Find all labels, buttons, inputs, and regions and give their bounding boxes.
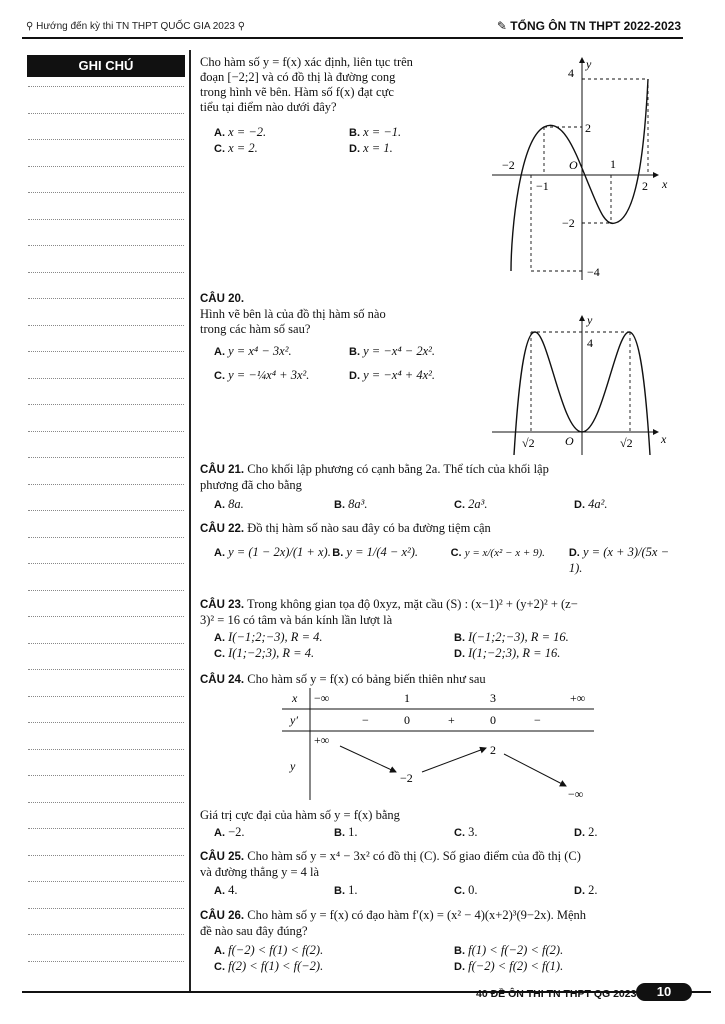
question-19 bbox=[200, 55, 413, 115]
sidebar-divider bbox=[189, 50, 191, 992]
header-right bbox=[497, 19, 681, 33]
q20-y-label: y bbox=[587, 313, 593, 327]
option-d[interactable]: D. x = 1. bbox=[349, 141, 393, 155]
table-y-val: −2 bbox=[400, 771, 413, 785]
option-c[interactable]: C. x = 2. bbox=[214, 141, 258, 155]
q26-line: Cho hàm số y = f(x) có đạo hàm f′(x) = (x² − 4)(x+2)³(9−2x). Mệnh bbox=[247, 908, 587, 922]
note-line bbox=[28, 749, 184, 750]
header-left bbox=[26, 21, 245, 32]
note-line bbox=[28, 616, 184, 617]
q19-options bbox=[214, 125, 454, 157]
option-c[interactable]: C. 3. bbox=[454, 825, 478, 839]
table-x-val: −∞ bbox=[314, 691, 330, 705]
page-number: 10 bbox=[636, 983, 692, 1001]
location-pin-icon: ⚲ bbox=[26, 21, 34, 32]
question-26 bbox=[200, 908, 688, 939]
note-line bbox=[28, 457, 184, 458]
option-d[interactable]: D. f(−2) < f(2) < f(1). bbox=[454, 959, 564, 973]
q19-graph bbox=[490, 50, 680, 285]
note-line bbox=[28, 272, 184, 273]
table-y-val: +∞ bbox=[314, 733, 330, 747]
note-line bbox=[28, 537, 184, 538]
header-right-text: TỔNG ÔN TN THPT 2022-2023 bbox=[510, 19, 681, 33]
q26-line: đề nào sau đây đúng? bbox=[200, 924, 308, 938]
note-line bbox=[28, 696, 184, 697]
option-c[interactable]: C. y = −¼x⁴ + 3x². bbox=[214, 368, 310, 382]
note-line bbox=[28, 934, 184, 935]
note-line bbox=[28, 166, 184, 167]
option-d[interactable]: D. y = −x⁴ + 4x². bbox=[349, 368, 436, 382]
note-line bbox=[28, 192, 184, 193]
note-line bbox=[28, 802, 184, 803]
q23-line: 3)² = 16 có tâm và bán kính lần lượt là bbox=[200, 613, 393, 627]
header-left-text: Hướng đến kỳ thi TN THPT QUỐC GIA 2023 bbox=[36, 21, 235, 32]
option-b[interactable]: B. y = −x⁴ − 2x². bbox=[349, 344, 436, 358]
q19-tick-yneg2: −2 bbox=[562, 216, 575, 230]
note-line bbox=[28, 590, 184, 591]
q20-tick-y4: 4 bbox=[587, 336, 593, 350]
table-y-val: 2 bbox=[490, 743, 496, 757]
note-line bbox=[28, 563, 184, 564]
q19-tick-y4: 4 bbox=[568, 66, 574, 80]
q19-origin: O bbox=[569, 158, 578, 172]
note-line bbox=[28, 325, 184, 326]
q20-graph bbox=[490, 310, 680, 460]
footer-title: 40 ĐỀ ÔN THI TN THPT QG 2023 bbox=[476, 988, 637, 1000]
note-line bbox=[28, 245, 184, 246]
q21-options bbox=[214, 497, 684, 513]
note-line bbox=[28, 643, 184, 644]
option-a[interactable]: A. y = x⁴ − 3x². bbox=[214, 344, 292, 358]
q25-options bbox=[214, 883, 684, 899]
table-yp-val: − bbox=[534, 713, 541, 727]
option-c[interactable]: C. y = x/(x² − x + 9). bbox=[450, 547, 545, 559]
q25-line: Cho hàm số y = x⁴ − 3x² có đồ thị (C). Số giao điểm của đồ thị (C) bbox=[247, 849, 581, 863]
q24-options bbox=[214, 825, 684, 841]
q22-number: CÂU 22. bbox=[200, 523, 245, 535]
variation-table bbox=[282, 688, 596, 803]
option-b[interactable]: B. 1. bbox=[334, 825, 358, 839]
q21-line: phương đã cho bằng bbox=[200, 478, 302, 492]
edit-icon: ✎ bbox=[496, 19, 507, 33]
q19-tick-yneg4: −4 bbox=[587, 265, 600, 279]
note-line bbox=[28, 961, 184, 962]
option-a[interactable]: A. I(−1;2;−3), R = 4. bbox=[214, 630, 323, 644]
option-a[interactable]: A. f(−2) < f(1) < f(2). bbox=[214, 943, 324, 957]
note-line bbox=[28, 881, 184, 882]
q23-number: CÂU 23. bbox=[200, 599, 245, 611]
q19-x-label: x bbox=[662, 177, 668, 191]
question-20 bbox=[200, 292, 386, 337]
header-divider bbox=[22, 37, 683, 39]
question-24 bbox=[200, 672, 688, 688]
option-c[interactable]: C. 0. bbox=[454, 883, 478, 897]
q19-line: trong hình vẽ bên. Hàm số f(x) đạt cực bbox=[200, 85, 394, 99]
q25-line: và đường thẳng y = 4 là bbox=[200, 865, 320, 879]
question-23 bbox=[200, 597, 688, 628]
option-d[interactable]: D. 2. bbox=[574, 825, 598, 839]
q24-number: CÂU 24. bbox=[200, 674, 245, 686]
option-c[interactable]: C. f(2) < f(1) < f(−2). bbox=[214, 959, 324, 973]
q19-tick-xneg1: −1 bbox=[536, 179, 549, 193]
note-line bbox=[28, 669, 184, 670]
option-b[interactable]: B. I(−1;2;−3), R = 16. bbox=[454, 630, 569, 644]
table-yp-val: + bbox=[448, 713, 455, 727]
location-pin-icon-end: ⚲ bbox=[237, 21, 246, 32]
option-a[interactable]: A. 8a. bbox=[214, 497, 244, 511]
q19-line: Cho hàm số y = f(x) xác định, liên tục trên bbox=[200, 55, 413, 69]
q21-number: CÂU 21. bbox=[200, 464, 245, 476]
option-c[interactable]: C. 2a³. bbox=[454, 497, 488, 511]
option-c[interactable]: C. I(1;−2;3), R = 4. bbox=[214, 646, 315, 660]
note-line bbox=[28, 828, 184, 829]
sidebar-title: GHI CHÚ bbox=[27, 55, 185, 77]
q26-number: CÂU 26. bbox=[200, 910, 245, 922]
note-line bbox=[28, 484, 184, 485]
table-y-label: y bbox=[290, 759, 296, 773]
q19-tick-x1: 1 bbox=[610, 157, 616, 171]
note-line bbox=[28, 86, 184, 87]
table-yp-val: − bbox=[362, 713, 369, 727]
q20-tick-xl: √2 bbox=[522, 436, 535, 450]
note-line bbox=[28, 855, 184, 856]
q19-tick-x2: 2 bbox=[642, 179, 648, 193]
q19-y-label: y bbox=[586, 57, 592, 71]
option-d[interactable]: D. y = (x + 3)/(5x − 1). bbox=[568, 545, 670, 575]
q22-text: Đồ thị hàm số nào sau đây có ba đường tiệm cận bbox=[247, 521, 491, 535]
option-d[interactable]: D. 4a². bbox=[574, 497, 608, 511]
table-y-val: −∞ bbox=[568, 787, 584, 801]
q24-question: Giá trị cực đại của hàm số y = f(x) bằng bbox=[200, 808, 400, 822]
note-line bbox=[28, 908, 184, 909]
note-line bbox=[28, 139, 184, 140]
option-a[interactable]: A. −2. bbox=[214, 825, 245, 839]
table-x-label: x bbox=[292, 691, 298, 705]
note-line bbox=[28, 431, 184, 432]
q23-options bbox=[214, 630, 684, 662]
question-22 bbox=[200, 521, 688, 537]
option-b[interactable]: B. x = −1. bbox=[349, 125, 402, 139]
table-yp-val: 0 bbox=[490, 713, 496, 727]
option-b[interactable]: B. 8a³. bbox=[334, 497, 368, 511]
q26-options bbox=[214, 943, 684, 975]
q20-options bbox=[214, 344, 474, 384]
table-x-val: +∞ bbox=[570, 691, 586, 705]
q21-line: Cho khối lập phương có cạnh bằng 2a. Thể tích của khối lập bbox=[247, 462, 549, 476]
table-x-val: 1 bbox=[404, 691, 410, 705]
q20-tick-xr: √2 bbox=[620, 436, 633, 450]
question-21 bbox=[200, 462, 688, 493]
note-line bbox=[28, 722, 184, 723]
note-line bbox=[28, 219, 184, 220]
q20-line: Hình vẽ bên là của đồ thị hàm số nào bbox=[200, 307, 386, 321]
note-line bbox=[28, 775, 184, 776]
note-line bbox=[28, 113, 184, 114]
table-yp-val: 0 bbox=[404, 713, 410, 727]
note-line bbox=[28, 510, 184, 511]
note-line bbox=[28, 404, 184, 405]
q20-line: trong các hàm số sau? bbox=[200, 322, 311, 336]
q20-origin: O bbox=[565, 434, 574, 448]
q22-options bbox=[214, 545, 684, 576]
q19-line: đoạn [−2;2] và có đồ thị là đường cong bbox=[200, 70, 396, 84]
q23-line: Trong không gian tọa độ 0xyz, mặt cầu (S) : (x−1)² + (y+2)² + (z− bbox=[247, 597, 578, 611]
table-x-val: 3 bbox=[490, 691, 496, 705]
option-a[interactable]: A. 4. bbox=[214, 883, 238, 897]
q25-number: CÂU 25. bbox=[200, 851, 245, 863]
q20-x-label: x bbox=[661, 432, 667, 446]
question-25 bbox=[200, 849, 688, 880]
note-line bbox=[28, 298, 184, 299]
q24-text: Cho hàm số y = f(x) có bảng biến thiên như sau bbox=[247, 672, 486, 686]
option-b[interactable]: B. f(1) < f(−2) < f(2). bbox=[454, 943, 564, 957]
option-b[interactable]: B. y = 1/(4 − x²). bbox=[332, 545, 419, 559]
q19-tick-y2: 2 bbox=[585, 121, 591, 135]
option-d[interactable]: D. I(1;−2;3), R = 16. bbox=[454, 646, 561, 660]
q19-tick-xneg2: −2 bbox=[502, 158, 515, 172]
option-d[interactable]: D. 2. bbox=[574, 883, 598, 897]
option-b[interactable]: B. 1. bbox=[334, 883, 358, 897]
note-line bbox=[28, 378, 184, 379]
q19-line: tiểu tại điểm nào dưới đây? bbox=[200, 100, 337, 114]
note-line bbox=[28, 351, 184, 352]
q20-number: CÂU 20. bbox=[200, 293, 245, 305]
option-a[interactable]: A. x = −2. bbox=[214, 125, 267, 139]
option-a[interactable]: A. y = (1 − 2x)/(1 + x). bbox=[214, 545, 331, 559]
table-yp-label: y′ bbox=[290, 713, 298, 727]
